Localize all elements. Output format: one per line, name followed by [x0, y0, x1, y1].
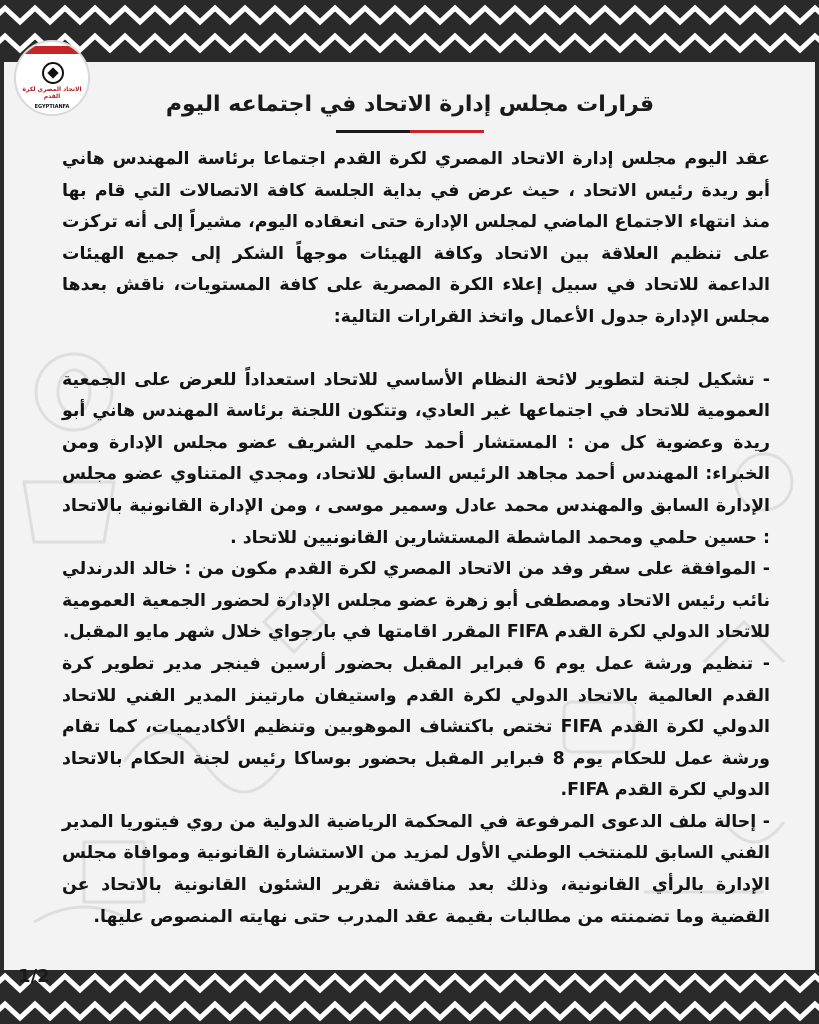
intro-paragraph: عقد اليوم مجلس إدارة الاتحاد المصري لكرة القدم اجتماعا برئاسة المهندس هاني أبو ريدة رئيس الاتحاد ، حيث عرض في بداية الجلسة كافة الاتصالات التي قام بها منذ انتهاء الاجتماع الماضي لمجلس الإدارة حتى انعقاده اليوم، مشيراً إلى أنه تركزت على تنظيم العلاقة بين الاتحاد وكافة الهيئات موجهاً الشكر إلى جميع الهيئات الداعمة للاتحاد في سبيل إعلاء الكرة المصرية على كافة المستويات، ناقش بعدها مجلس الإدارة جدول الأعمال واتخذ القرارات التالية:	[62, 149, 770, 327]
decision-item: - تشكيل لجنة لتطوير لائحة النظام الأساسي للاتحاد استعداداً للعرض على الجمعية العمومية للاتحاد في اجتماعها غير العادي، وتتكون اللجنة برئاسة المهندس هاني أبو ريدة وعضوية كل من : المستشار أحمد حلمي الشريف عضو مجلس الإدارة ومن الخبراء: المهندس أحمد مجاهد الرئيس السابق للاتحاد، ومجدي المتناوي عضو مجلس الإدارة السابق والمهندس محمد عادل وسمير موسى ، ومن الإدارة القانونية بالاتحاد : حسين حلمي ومحمد الماشطة المستشارين القانونيين للاتحاد .	[62, 369, 770, 548]
logo-arabic-text: الاتحاد المصري لكرة القدم	[22, 86, 82, 100]
statement-body	[62, 144, 770, 933]
page-title: قرارات مجلس إدارة الاتحاد في اجتماعه اليوم	[165, 92, 655, 117]
decision-item: - إحالة ملف الدعوى المرفوعة في المحكمة الرياضية الدولية من روي فيتوريا المدير الفني السابق للمنتخب الوطني الأول لمزيد من الاستشارة القانونية وموافاة مجلس الإدارة بالرأي القانونية، وذلك بعد مناقشة تقرير الشئون القانونية بالاتحاد عن القضية وما تضمنته من مطالبات بقيمة عقد المدرب حتى نهايته المنصوص عليها.	[62, 811, 770, 927]
flag-red-stripe	[16, 46, 88, 54]
logo-english-text: EGYPTIANFA	[34, 104, 70, 110]
title-underline-red	[410, 130, 484, 133]
bottom-zigzag-border	[0, 962, 819, 1024]
title-underline-black	[336, 130, 410, 133]
top-zigzag-border	[0, 0, 819, 70]
page-indicator: 1/2	[18, 966, 50, 987]
paragraph-gap	[62, 334, 770, 365]
flag-white-stripe	[16, 54, 88, 62]
football-icon	[42, 62, 64, 84]
decision-item: - تنظيم ورشة عمل يوم 6 فبراير المقبل بحضور أرسين فينجر مدير تطوير كرة القدم العالمية بالاتحاد الدولي لكرة القدم واستيفان مارتينز المدير الفني للاتحاد الدولي لكرة القدم FIFA تختص باكتشاف الموهوبين وتنظيم الأكاديميات، كما تقام ورشة عمل للحكام يوم 8 فبراير المقبل بحضور بوساكا رئيس لجنة الحكام بالاتحاد الدولي لكرة القدم FIFA.	[62, 653, 770, 801]
decision-item: - الموافقة على سفر وفد من الاتحاد المصري لكرة القدم مكون من : خالد الدرندلي نائب رئيس الاتحاد ومصطفى أبو زهرة عضو مجلس الإدارة لحضور الجمعية العمومية للاتحاد الدولي لكرة القدم FIFA المقرر اقامتها في بارجواي خلال شهر مايو المقبل.	[62, 559, 770, 643]
federation-logo	[14, 40, 90, 116]
